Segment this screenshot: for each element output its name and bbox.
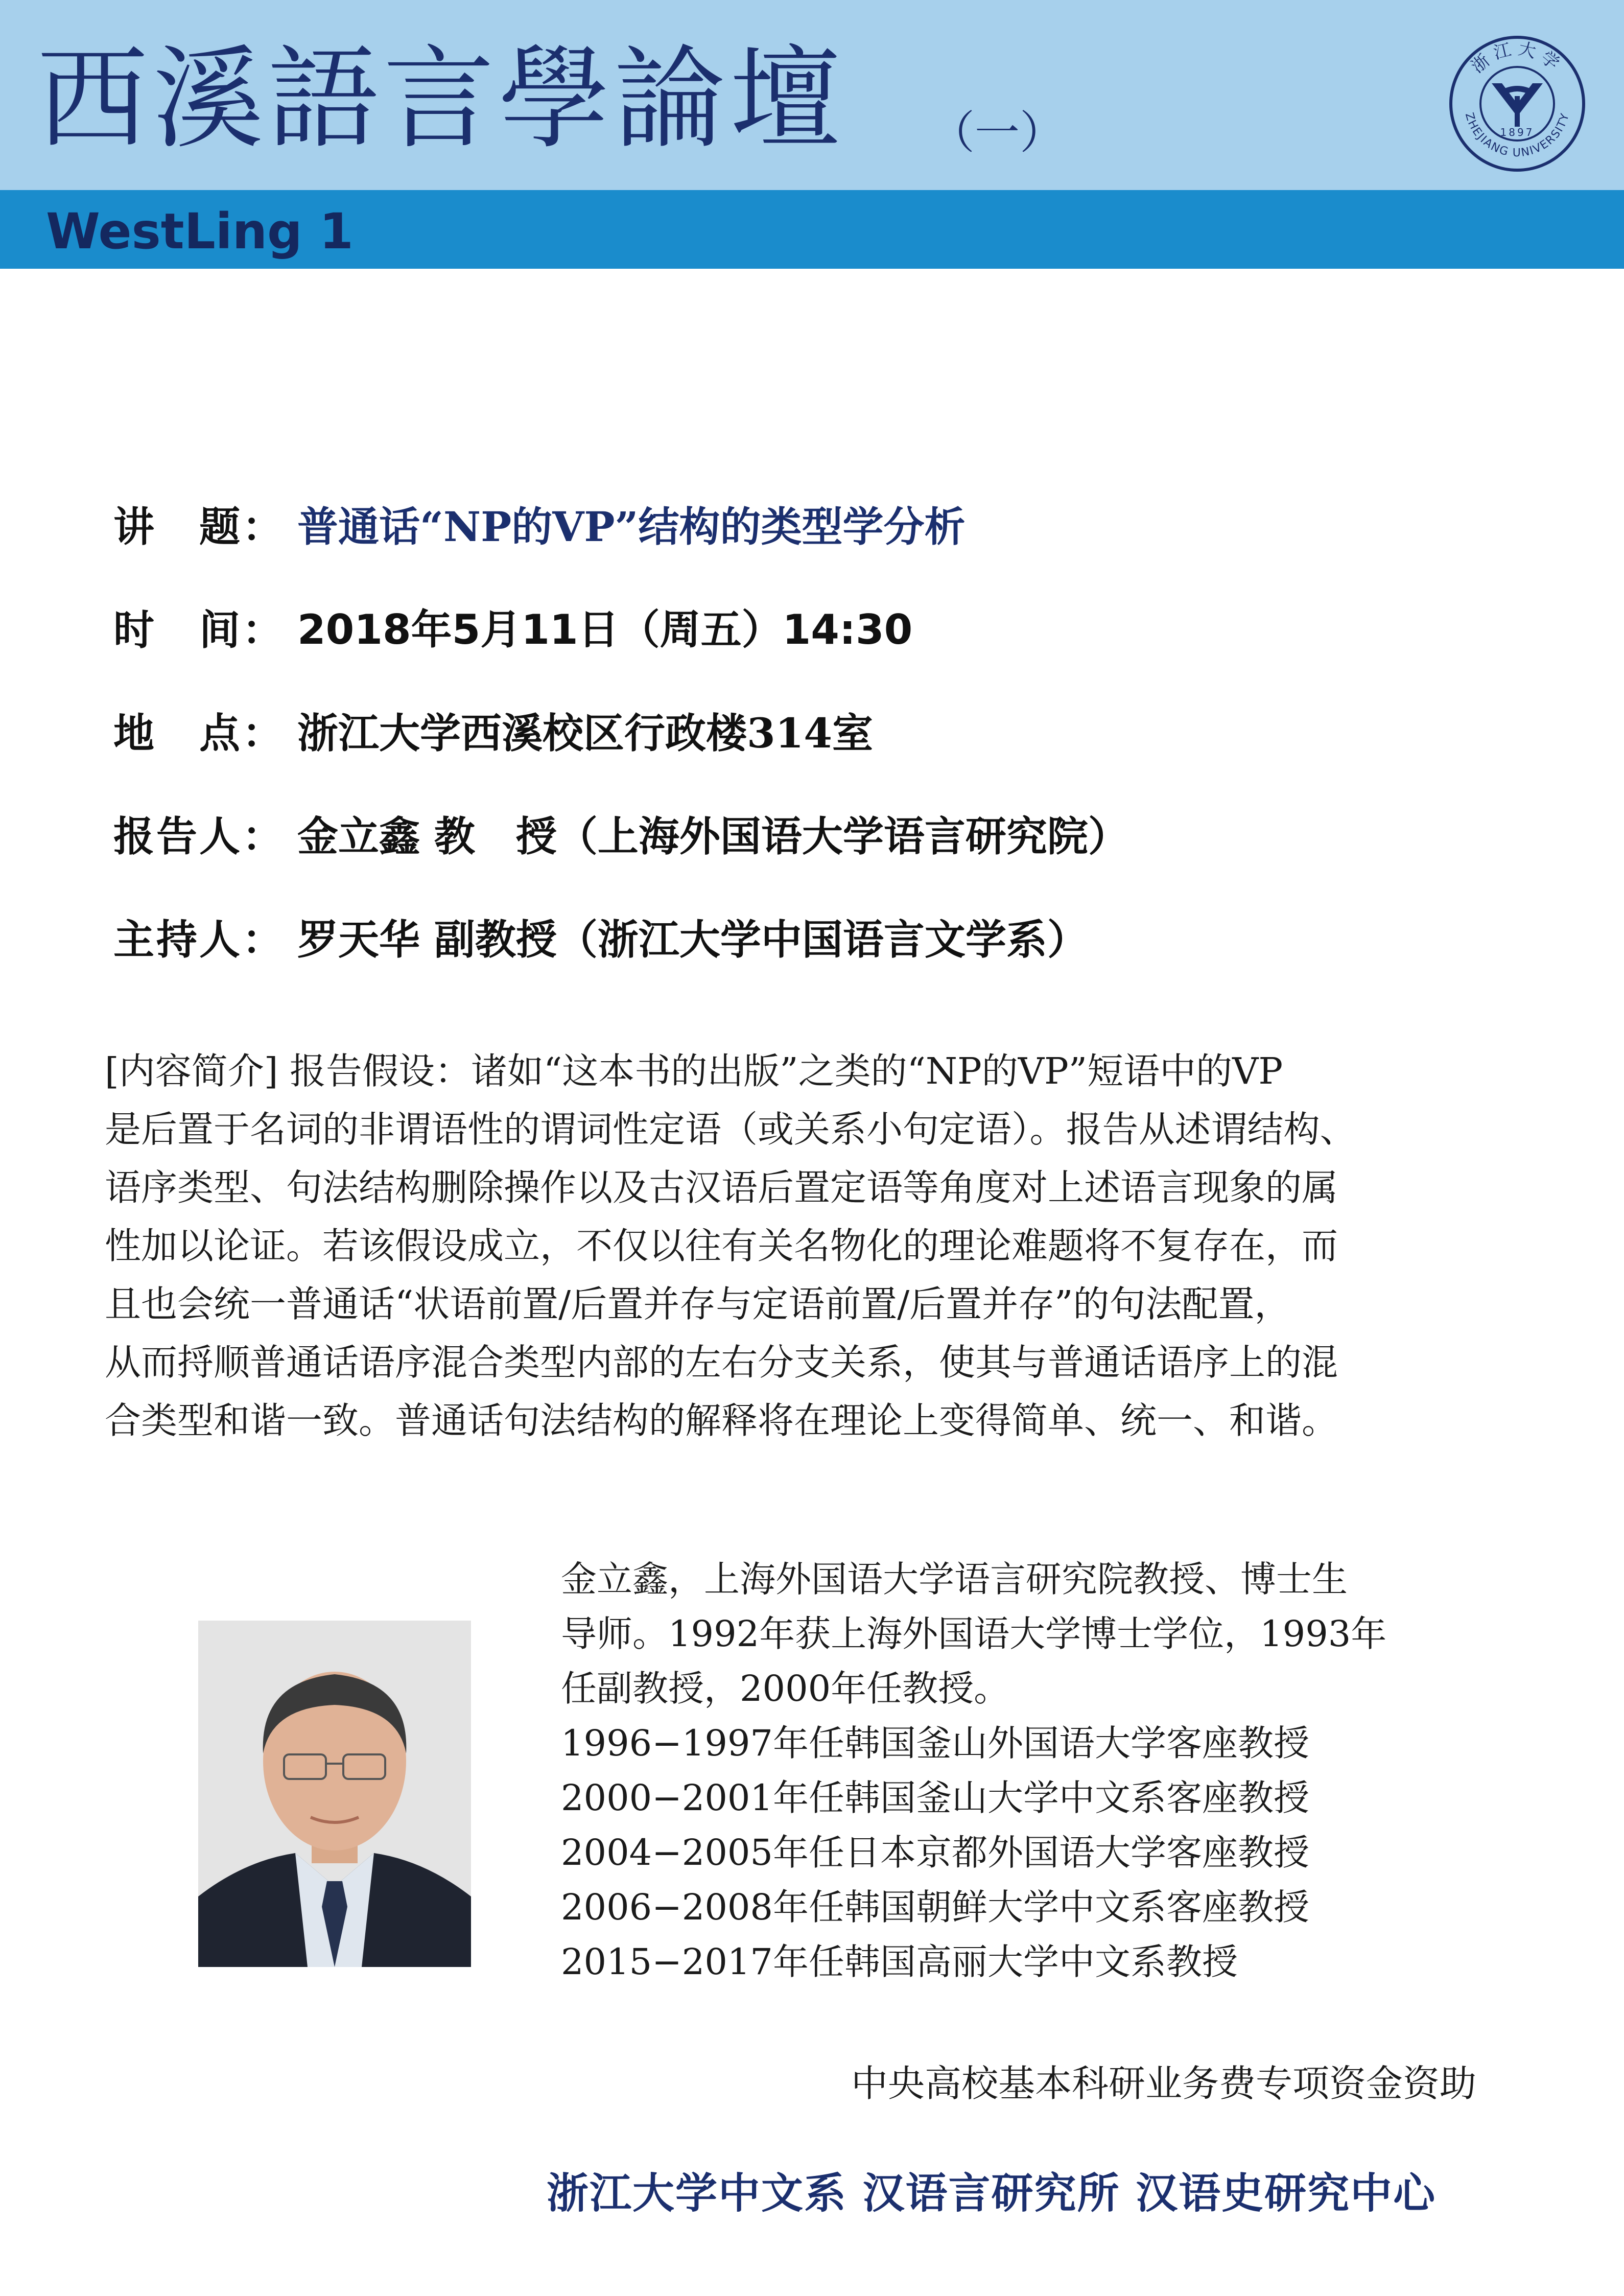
bio-line: 任副教授，2000年任教授。 xyxy=(561,1668,1010,1709)
place-label: 地 点： xyxy=(113,709,285,757)
abstract-line: 性加以论证。若该假设成立，不仅以往有关名物化的理论难题将不复存在，而 xyxy=(105,1225,1338,1267)
host-value: 罗天华 副教授（浙江大学中国语言文学系） xyxy=(297,916,1088,964)
event-info xyxy=(113,475,1595,991)
bio-line: 2006−2008年任韩国朝鲜大学中文系客座教授 xyxy=(561,1886,1309,1928)
speaker-portrait-drawing xyxy=(198,1621,471,1967)
speaker-portrait xyxy=(198,1621,471,1967)
abstract-line: 从而捋顺普通话语序混合类型内部的左右分支关系，使其与普通话语序上的混 xyxy=(105,1341,1338,1384)
place-row xyxy=(113,682,1595,785)
topic-value: 普通话“NP的VP”结构的类型学分析 xyxy=(297,503,966,551)
bio-line: 2004−2005年任日本京都外国语大学客座教授 xyxy=(561,1832,1309,1873)
forum-issue: （一） xyxy=(930,106,1065,159)
logo-bottom-text: ZHEJIANG UNIVERSITY xyxy=(1462,111,1572,160)
organizers: 浙江大学中文系 汉语言研究所 汉语史研究中心 xyxy=(547,2169,1437,2218)
logo-emblem xyxy=(1492,83,1543,127)
abstract-line: [内容简介] 报告假设：诸如“这本书的出版”之类的“NP的VP”短语中的VP xyxy=(105,1050,1283,1092)
place-value: 浙江大学西溪校区行政楼314室 xyxy=(297,709,873,757)
abstract-line: 且也会统一普通话“状语前置/后置并存与定语前置/后置并存”的句法配置， xyxy=(105,1283,1291,1325)
series-label: WestLing 1 xyxy=(46,203,354,260)
funding-note: 中央高校基本科研业务费专项资金资助 xyxy=(851,2062,1476,2105)
host-label: 主持人： xyxy=(113,916,285,964)
speaker-row xyxy=(113,785,1595,888)
bio-line: 1996−1997年任韩国釜山外国语大学客座教授 xyxy=(561,1722,1309,1764)
svg-text:浙江大学 xyxy=(1467,38,1567,77)
time-row xyxy=(113,578,1595,682)
speaker-value: 金立鑫 教 授（上海外国语大学语言研究院） xyxy=(297,812,1129,860)
bio-line: 导师。1992年获上海外国语大学博士学位，1993年 xyxy=(561,1613,1387,1655)
zhejiang-university-seal-icon xyxy=(1448,35,1586,173)
bio-line: 金立鑫，上海外国语大学语言研究院教授、博士生 xyxy=(561,1558,1348,1600)
abstract-line: 语序类型、句法结构删除操作以及古汉语后置定语等角度对上述语言现象的属 xyxy=(105,1166,1338,1209)
topic-row xyxy=(113,475,1595,578)
time-value: 2018年5月11日（周五）14:30 xyxy=(297,606,913,653)
logo-top-text: 浙江大学 xyxy=(1467,38,1567,78)
speaker-bio xyxy=(561,1552,1557,1989)
abstract xyxy=(105,1042,1545,1450)
time-label: 时 间： xyxy=(113,606,285,654)
speaker-label: 报告人： xyxy=(113,812,285,860)
abstract-line: 合类型和谐一致。普通话句法结构的解释将在理论上变得简单、统一、和谐。 xyxy=(105,1399,1338,1442)
forum-title: 西溪語言學論壇 xyxy=(37,35,845,164)
topic-label: 讲 题： xyxy=(113,503,285,551)
bio-line: 2015−2017年任韩国高丽大学中文系教授 xyxy=(561,1941,1238,1983)
bio-line: 2000−2001年任韩国釜山大学中文系客座教授 xyxy=(561,1777,1309,1819)
abstract-line: 是后置于名词的非谓语性的谓词性定语（或关系小句定语）。报告从述谓结构、 xyxy=(105,1108,1356,1151)
host-row xyxy=(113,888,1595,991)
logo-year: 1897 xyxy=(1500,126,1535,138)
